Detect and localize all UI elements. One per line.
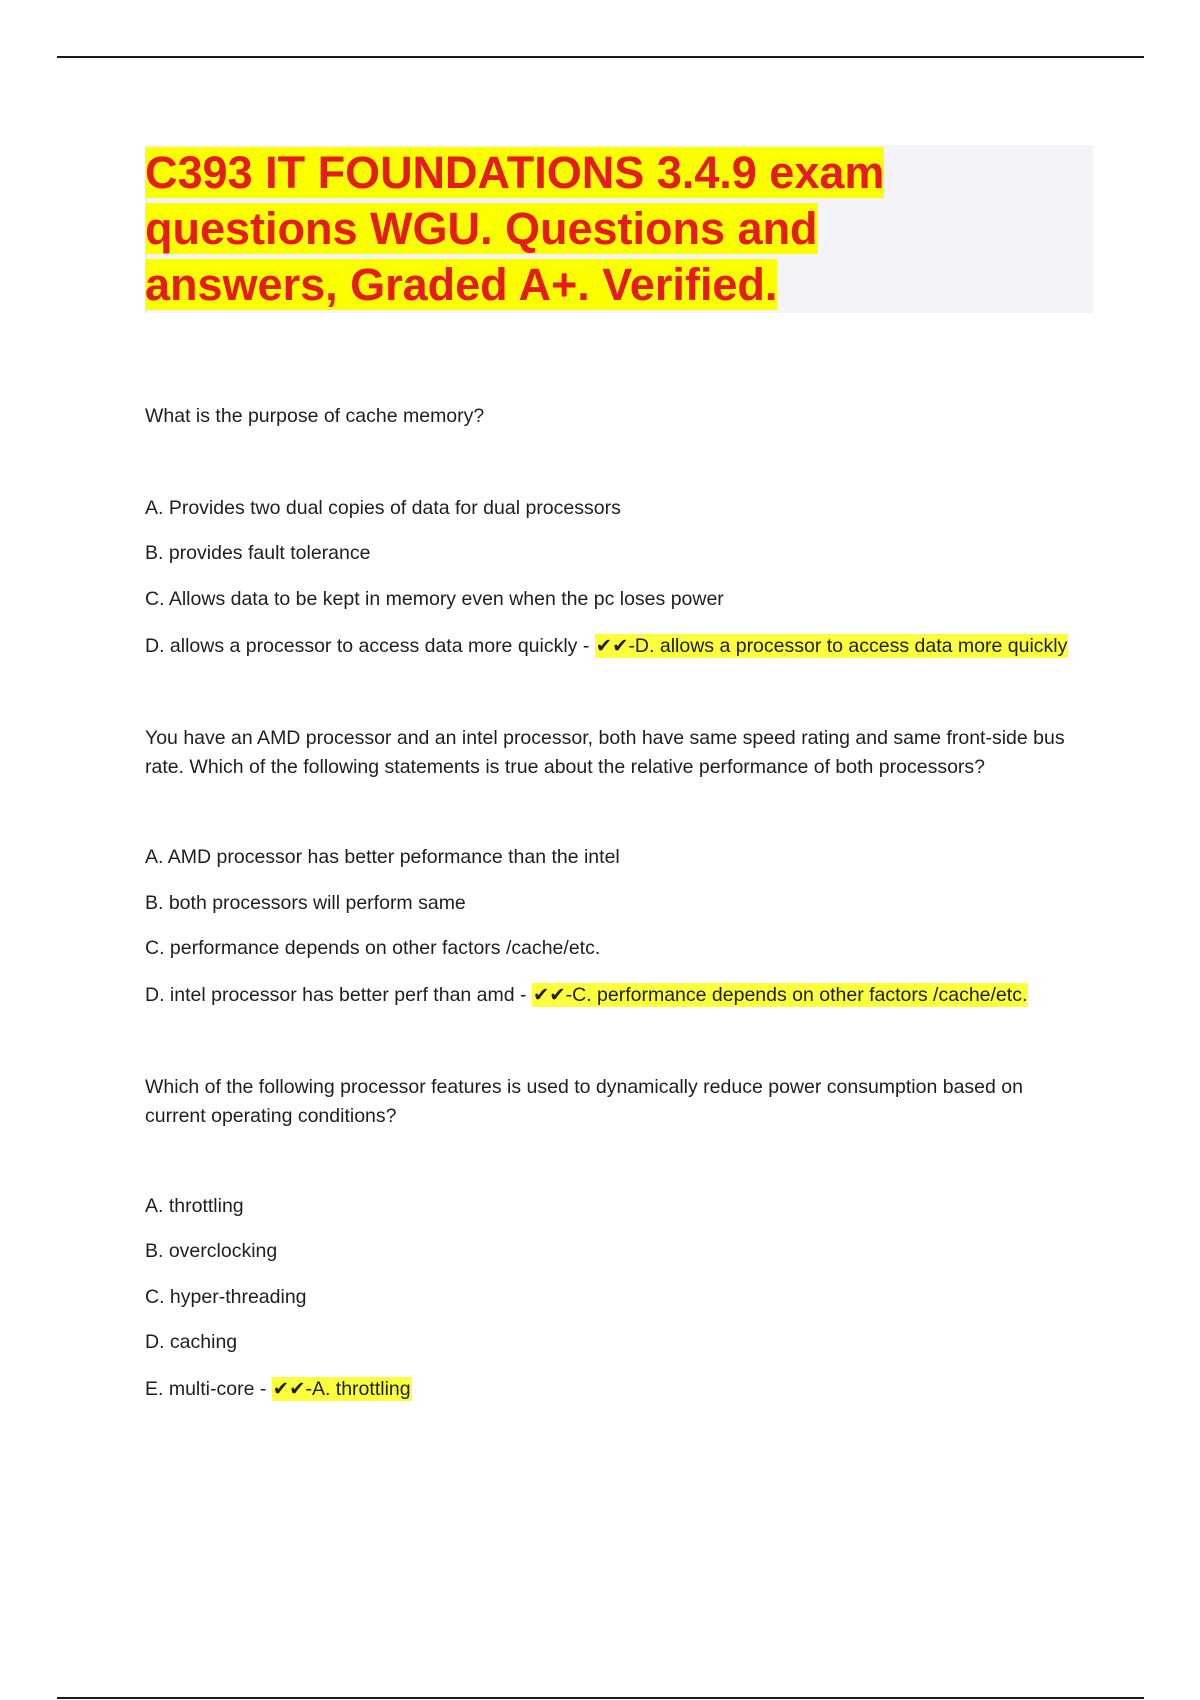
q1-option-d-line	[145, 632, 1068, 660]
q1-answer-highlight: ✔✔-D. allows a processor to access data more quickly	[595, 635, 1068, 657]
question-2: You have an AMD processor and an intel processor, both have same speed rating and same front-side bus rate. Which of the following statements is true about the relative performance of both processors?	[145, 727, 1065, 778]
q2-option-d-line	[145, 981, 1028, 1009]
top-rule	[57, 56, 1144, 58]
q3-answer-highlight: ✔✔-A. throttling	[272, 1378, 411, 1400]
q2-option-d: D. intel processor has better perf than amd -	[145, 984, 532, 1006]
q3-option-e: E. multi-core -	[145, 1378, 272, 1400]
q2-answer-highlight: ✔✔-C. performance depends on other factors /cache/etc.	[532, 984, 1028, 1006]
document-title	[145, 145, 1093, 313]
q3-option-e-line	[145, 1375, 412, 1403]
q2-option-b: B. both processors will perform same	[145, 892, 466, 914]
bottom-rule	[57, 1697, 1144, 1699]
title-line: questions WGU. Questions and	[145, 203, 818, 254]
q2-option-a: A. AMD processor has better peformance than the intel	[145, 846, 620, 868]
q1-option-d: D. allows a processor to access data more quickly -	[145, 635, 595, 657]
q3-option-a: A. throttling	[145, 1195, 244, 1217]
q3-option-d: D. caching	[145, 1331, 238, 1353]
q1-option-a: A. Provides two dual copies of data for dual processors	[145, 497, 621, 519]
q1-option-c: C. Allows data to be kept in memory even when the pc loses power	[145, 588, 724, 610]
q1-option-b: B. provides fault tolerance	[145, 542, 371, 564]
title-line: answers, Graded A+. Verified.	[145, 259, 778, 310]
title-block	[145, 145, 1093, 313]
question-1: What is the purpose of cache memory?	[145, 405, 485, 427]
question-3: Which of the following processor features is used to dynamically reduce power consumption based on current operating conditions?	[145, 1076, 1023, 1127]
q3-option-b: B. overclocking	[145, 1240, 278, 1262]
q2-option-c: C. performance depends on other factors /cache/etc.	[145, 937, 601, 959]
q3-option-c: C. hyper-threading	[145, 1286, 307, 1308]
title-line: C393 IT FOUNDATIONS 3.4.9 exam	[145, 147, 885, 198]
